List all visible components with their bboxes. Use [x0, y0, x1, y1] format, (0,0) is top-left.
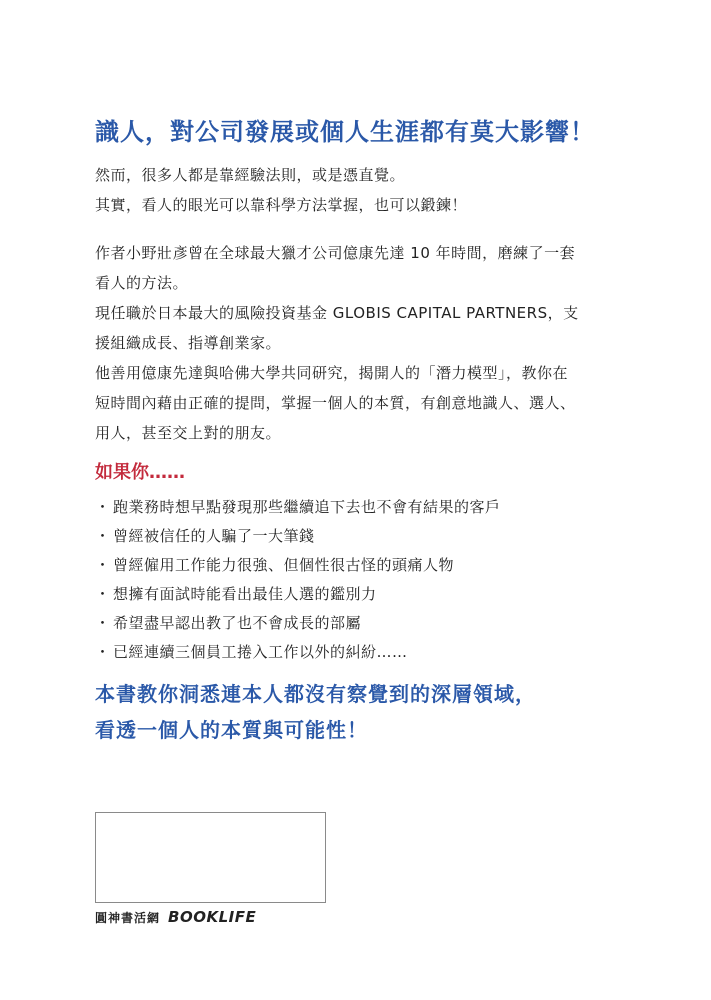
- author-line: 現任職於日本最大的風險投資基金 GLOBIS CAPITAL PARTNERS，支: [95, 304, 579, 322]
- author-line: 援組織成長、指導創業家。: [95, 334, 282, 352]
- author-line: 用人，甚至交上對的朋友。: [95, 424, 282, 442]
- publisher-footer: [95, 907, 256, 927]
- intro-line: 其實，看人的眼光可以靠科學方法掌握，也可以鍛鍊！: [95, 196, 468, 214]
- closing-line: 本書教你洞悉連本人都沒有察覺到的深層領域，: [95, 682, 536, 706]
- site-name: 圓神書活網: [95, 910, 161, 925]
- author-line: 短時間內藉由正確的提問，掌握一個人的本質，有創意地識人、選人、: [95, 394, 576, 412]
- closing-statement: [95, 676, 655, 748]
- author-line: 看人的方法。: [95, 274, 189, 292]
- bullet-icon: ・: [95, 585, 111, 603]
- list-item: [95, 580, 655, 609]
- list-item-text: 想擁有面試時能看出最佳人選的鑑別力: [113, 585, 377, 603]
- list-item: [95, 609, 655, 638]
- list-item-text: 曾經僱用工作能力很強、但個性很古怪的頭痛人物: [113, 556, 455, 574]
- bullet-icon: ・: [95, 498, 111, 516]
- scenario-list: [95, 493, 655, 667]
- intro-paragraph: [95, 160, 655, 220]
- list-item-text: 曾經被信任的人騙了一大筆錢: [113, 527, 315, 545]
- bullet-icon: ・: [95, 556, 111, 574]
- list-item-text: 希望盡早認出教了也不會成長的部屬: [113, 614, 362, 632]
- list-item: [95, 551, 655, 580]
- booklife-logo: BOOKLIFE: [168, 908, 257, 926]
- list-item-text: 跑業務時想早點發現那些繼續追下去也不會有結果的客戶: [113, 498, 501, 516]
- list-title: 如果你……: [95, 462, 185, 483]
- bullet-icon: ・: [95, 614, 111, 632]
- bullet-icon: ・: [95, 527, 111, 545]
- intro-line: 然而，很多人都是靠經驗法則，或是憑直覺。: [95, 166, 406, 184]
- barcode-sticker-area: [95, 812, 326, 903]
- list-item: [95, 493, 655, 522]
- headline: 識人，對公司發展或個人生涯都有莫大影響！: [95, 118, 595, 146]
- list-item-text: 已經連續三個員工捲入工作以外的糾紛……: [113, 643, 408, 661]
- list-item: [95, 522, 655, 551]
- author-paragraph: [95, 238, 655, 448]
- bullet-icon: ・: [95, 643, 111, 661]
- author-line: 作者小野壯彥曾在全球最大獵才公司億康先達 10 年時間，磨練了一套: [95, 244, 576, 262]
- closing-line: 看透一個人的本質與可能性！: [95, 718, 368, 742]
- author-line: 他善用億康先達與哈佛大學共同研究，揭開人的「潛力模型」，教你在: [95, 364, 569, 382]
- list-item: [95, 638, 655, 667]
